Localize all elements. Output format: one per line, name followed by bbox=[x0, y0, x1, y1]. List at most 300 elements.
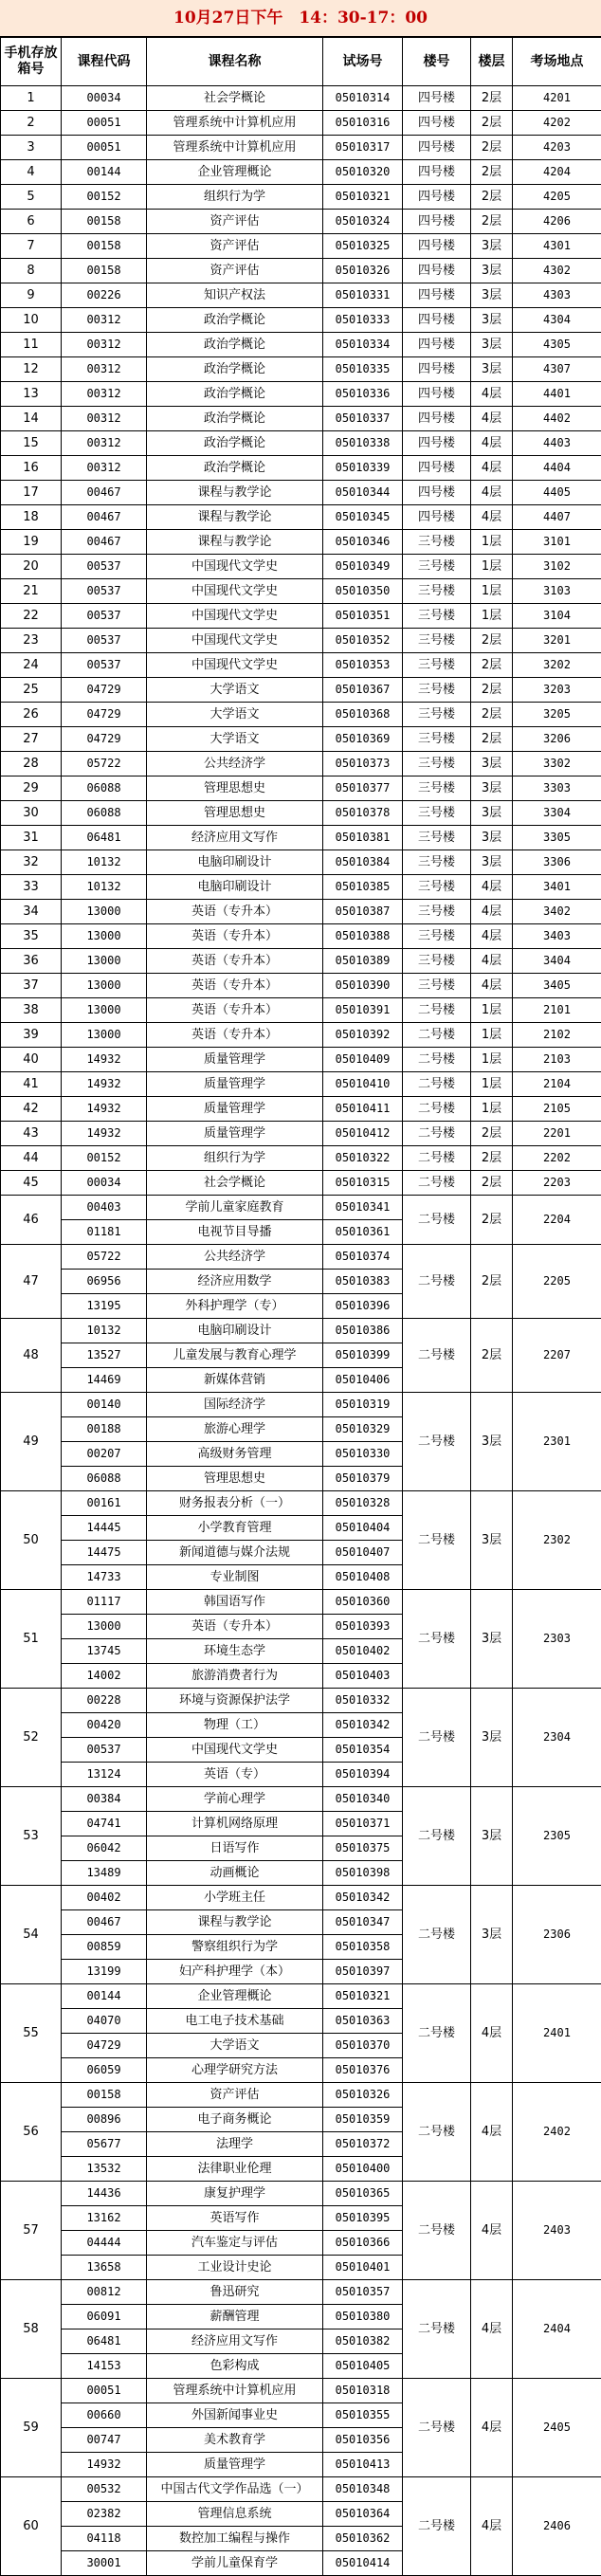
floor-cell: 3层 bbox=[471, 826, 513, 850]
location-cell: 3302 bbox=[513, 752, 601, 776]
course-code-cell: 06088 bbox=[62, 801, 147, 826]
floor-cell: 4层 bbox=[471, 456, 513, 481]
course-name-cell: 汽车鉴定与评估 bbox=[147, 2231, 323, 2256]
floor-cell: 4层 bbox=[471, 924, 513, 949]
course-name-cell: 中国现代文学史 bbox=[147, 555, 323, 579]
location-cell: 2104 bbox=[513, 1072, 601, 1097]
box-number-cell: 23 bbox=[1, 629, 62, 653]
floor-cell: 3层 bbox=[471, 1787, 513, 1886]
room-number-cell: 05010344 bbox=[323, 481, 403, 505]
room-number-cell: 05010367 bbox=[323, 678, 403, 703]
box-number-cell: 20 bbox=[1, 555, 62, 579]
location-cell: 2301 bbox=[513, 1393, 601, 1491]
table-row bbox=[1, 308, 601, 333]
box-number-cell: 48 bbox=[1, 1319, 62, 1393]
floor-cell: 1层 bbox=[471, 1097, 513, 1122]
room-number-cell: 05010400 bbox=[323, 2157, 403, 2182]
course-code-cell: 04729 bbox=[62, 727, 147, 752]
box-number-cell: 12 bbox=[1, 357, 62, 382]
box-number-cell: 38 bbox=[1, 998, 62, 1023]
building-cell: 二号楼 bbox=[403, 1491, 471, 1590]
table-row bbox=[1, 1886, 601, 1910]
course-code-cell: 13000 bbox=[62, 998, 147, 1023]
table-row bbox=[1, 850, 601, 875]
building-cell: 三号楼 bbox=[403, 629, 471, 653]
course-name-cell: 政治学概论 bbox=[147, 431, 323, 456]
room-number-cell: 05010385 bbox=[323, 875, 403, 900]
course-code-cell: 00312 bbox=[62, 308, 147, 333]
building-cell: 三号楼 bbox=[403, 555, 471, 579]
course-name-cell: 儿童发展与教育心理学 bbox=[147, 1343, 323, 1368]
course-name-cell: 英语（专升本） bbox=[147, 924, 323, 949]
course-code-cell: 06956 bbox=[62, 1270, 147, 1294]
course-code-cell: 00207 bbox=[62, 1442, 147, 1467]
table-row bbox=[1, 185, 601, 210]
location-cell: 3101 bbox=[513, 530, 601, 555]
table-row bbox=[1, 234, 601, 259]
box-number-cell: 35 bbox=[1, 924, 62, 949]
table-row bbox=[1, 431, 601, 456]
course-name-cell: 公共经济学 bbox=[147, 1245, 323, 1270]
location-cell: 2101 bbox=[513, 998, 601, 1023]
course-code-cell: 00896 bbox=[62, 2108, 147, 2132]
building-cell: 三号楼 bbox=[403, 727, 471, 752]
course-code-cell: 10132 bbox=[62, 875, 147, 900]
course-code-cell: 00144 bbox=[62, 160, 147, 185]
course-code-cell: 14445 bbox=[62, 1516, 147, 1541]
floor-cell: 3层 bbox=[471, 1689, 513, 1787]
room-number-cell: 05010384 bbox=[323, 850, 403, 875]
floor-cell: 2层 bbox=[471, 1245, 513, 1319]
room-number-cell: 05010359 bbox=[323, 2108, 403, 2132]
room-number-cell: 05010398 bbox=[323, 1861, 403, 1886]
building-cell: 二号楼 bbox=[403, 1023, 471, 1048]
course-name-cell: 资产评估 bbox=[147, 210, 323, 234]
table-row bbox=[1, 776, 601, 801]
room-number-cell: 05010392 bbox=[323, 1023, 403, 1048]
table-row bbox=[1, 678, 601, 703]
floor-cell: 2层 bbox=[471, 1319, 513, 1393]
location-cell: 4301 bbox=[513, 234, 601, 259]
course-name-cell: 经济应用文写作 bbox=[147, 2329, 323, 2354]
building-cell: 三号楼 bbox=[403, 604, 471, 629]
table-row bbox=[1, 1590, 601, 1615]
course-name-cell: 财务报表分析（一） bbox=[147, 1491, 323, 1516]
course-name-cell: 大学语文 bbox=[147, 727, 323, 752]
floor-cell: 3层 bbox=[471, 1590, 513, 1689]
building-cell: 三号楼 bbox=[403, 678, 471, 703]
location-cell: 2404 bbox=[513, 2280, 601, 2379]
course-name-cell: 工业设计史论 bbox=[147, 2256, 323, 2280]
room-number-cell: 05010370 bbox=[323, 2034, 403, 2058]
location-cell: 4203 bbox=[513, 136, 601, 160]
course-code-cell: 00188 bbox=[62, 1417, 147, 1442]
building-cell: 二号楼 bbox=[403, 2182, 471, 2280]
floor-cell: 3层 bbox=[471, 333, 513, 357]
course-code-cell: 13124 bbox=[62, 1763, 147, 1787]
box-number-cell: 5 bbox=[1, 185, 62, 210]
building-cell: 三号楼 bbox=[403, 801, 471, 826]
course-code-cell: 13000 bbox=[62, 900, 147, 924]
room-number-cell: 05010353 bbox=[323, 653, 403, 678]
location-cell: 3403 bbox=[513, 924, 601, 949]
course-code-cell: 00312 bbox=[62, 333, 147, 357]
course-name-cell: 韩国语写作 bbox=[147, 1590, 323, 1615]
table-row bbox=[1, 1097, 601, 1122]
building-cell: 四号楼 bbox=[403, 505, 471, 530]
room-number-cell: 05010404 bbox=[323, 1516, 403, 1541]
box-number-cell: 32 bbox=[1, 850, 62, 875]
box-number-cell: 3 bbox=[1, 136, 62, 160]
course-code-cell: 00537 bbox=[62, 579, 147, 604]
course-name-cell: 课程与教学论 bbox=[147, 1910, 323, 1935]
building-cell: 三号楼 bbox=[403, 752, 471, 776]
course-code-cell: 00228 bbox=[62, 1689, 147, 1713]
room-number-cell: 05010332 bbox=[323, 1689, 403, 1713]
sheet-title: 10月27日下午 14：30-17：00 bbox=[0, 0, 601, 37]
course-code-cell: 00158 bbox=[62, 234, 147, 259]
table-row bbox=[1, 1171, 601, 1196]
location-cell: 4402 bbox=[513, 407, 601, 431]
room-number-cell: 05010408 bbox=[323, 1565, 403, 1590]
location-cell: 2102 bbox=[513, 1023, 601, 1048]
box-number-cell: 54 bbox=[1, 1886, 62, 1984]
table-row bbox=[1, 703, 601, 727]
floor-cell: 4层 bbox=[471, 2083, 513, 2182]
box-number-cell: 28 bbox=[1, 752, 62, 776]
room-number-cell: 05010346 bbox=[323, 530, 403, 555]
course-name-cell: 环境生态学 bbox=[147, 1639, 323, 1664]
location-cell: 4401 bbox=[513, 382, 601, 407]
room-number-cell: 05010377 bbox=[323, 776, 403, 801]
table-row bbox=[1, 1023, 601, 1048]
box-number-cell: 33 bbox=[1, 875, 62, 900]
room-number-cell: 05010345 bbox=[323, 505, 403, 530]
course-code-cell: 00467 bbox=[62, 481, 147, 505]
location-cell: 2305 bbox=[513, 1787, 601, 1886]
floor-cell: 3层 bbox=[471, 850, 513, 875]
building-cell: 二号楼 bbox=[403, 998, 471, 1023]
room-number-cell: 05010314 bbox=[323, 86, 403, 111]
location-cell: 2405 bbox=[513, 2379, 601, 2477]
location-cell: 4304 bbox=[513, 308, 601, 333]
course-name-cell: 资产评估 bbox=[147, 259, 323, 283]
floor-cell: 1层 bbox=[471, 604, 513, 629]
course-code-cell: 00312 bbox=[62, 407, 147, 431]
course-code-cell: 00051 bbox=[62, 2379, 147, 2403]
floor-cell: 2层 bbox=[471, 160, 513, 185]
location-cell: 2401 bbox=[513, 1984, 601, 2083]
building-cell: 二号楼 bbox=[403, 1196, 471, 1245]
table-row bbox=[1, 259, 601, 283]
floor-cell: 2层 bbox=[471, 727, 513, 752]
room-number-cell: 05010360 bbox=[323, 1590, 403, 1615]
building-cell: 三号楼 bbox=[403, 530, 471, 555]
course-code-cell: 14932 bbox=[62, 1122, 147, 1146]
room-number-cell: 05010364 bbox=[323, 2502, 403, 2527]
location-cell: 3404 bbox=[513, 949, 601, 974]
box-number-cell: 21 bbox=[1, 579, 62, 604]
room-number-cell: 05010395 bbox=[323, 2206, 403, 2231]
course-name-cell: 经济应用数学 bbox=[147, 1270, 323, 1294]
box-number-cell: 17 bbox=[1, 481, 62, 505]
course-code-cell: 00537 bbox=[62, 555, 147, 579]
room-number-cell: 05010362 bbox=[323, 2527, 403, 2551]
course-code-cell: 00312 bbox=[62, 431, 147, 456]
box-number-cell: 52 bbox=[1, 1689, 62, 1787]
table-row bbox=[1, 826, 601, 850]
building-cell: 四号楼 bbox=[403, 308, 471, 333]
course-name-cell: 管理思想史 bbox=[147, 776, 323, 801]
building-cell: 四号楼 bbox=[403, 283, 471, 308]
course-name-cell: 物理（工） bbox=[147, 1713, 323, 1738]
box-number-cell: 53 bbox=[1, 1787, 62, 1886]
box-number-cell: 43 bbox=[1, 1122, 62, 1146]
room-number-cell: 05010378 bbox=[323, 801, 403, 826]
room-number-cell: 05010322 bbox=[323, 1146, 403, 1171]
floor-cell: 4层 bbox=[471, 1984, 513, 2083]
room-number-cell: 05010390 bbox=[323, 974, 403, 998]
course-name-cell: 社会学概论 bbox=[147, 86, 323, 111]
course-name-cell: 大学语文 bbox=[147, 678, 323, 703]
course-code-cell: 06059 bbox=[62, 2058, 147, 2083]
location-cell: 3201 bbox=[513, 629, 601, 653]
floor-cell: 1层 bbox=[471, 555, 513, 579]
course-code-cell: 00384 bbox=[62, 1787, 147, 1812]
floor-cell: 4层 bbox=[471, 875, 513, 900]
table-row bbox=[1, 653, 601, 678]
room-number-cell: 05010330 bbox=[323, 1442, 403, 1467]
header-floor: 楼层 bbox=[471, 38, 513, 86]
floor-cell: 2层 bbox=[471, 136, 513, 160]
box-number-cell: 41 bbox=[1, 1072, 62, 1097]
course-name-cell: 质量管理学 bbox=[147, 2453, 323, 2477]
course-code-cell: 13000 bbox=[62, 949, 147, 974]
course-name-cell: 质量管理学 bbox=[147, 1122, 323, 1146]
room-number-cell: 05010347 bbox=[323, 1910, 403, 1935]
location-cell: 4407 bbox=[513, 505, 601, 530]
course-name-cell: 中国现代文学史 bbox=[147, 604, 323, 629]
location-cell: 4202 bbox=[513, 111, 601, 136]
room-number-cell: 05010355 bbox=[323, 2403, 403, 2428]
floor-cell: 3层 bbox=[471, 283, 513, 308]
box-number-cell: 29 bbox=[1, 776, 62, 801]
course-code-cell: 00537 bbox=[62, 629, 147, 653]
building-cell: 二号楼 bbox=[403, 1122, 471, 1146]
table-row bbox=[1, 136, 601, 160]
building-cell: 三号楼 bbox=[403, 974, 471, 998]
course-name-cell: 环境与资源保护法学 bbox=[147, 1689, 323, 1713]
location-cell: 2303 bbox=[513, 1590, 601, 1689]
course-code-cell: 00226 bbox=[62, 283, 147, 308]
course-name-cell: 企业管理概论 bbox=[147, 1984, 323, 2009]
box-number-cell: 59 bbox=[1, 2379, 62, 2477]
course-code-cell: 00812 bbox=[62, 2280, 147, 2305]
location-cell: 4303 bbox=[513, 283, 601, 308]
box-number-cell: 2 bbox=[1, 111, 62, 136]
course-code-cell: 10132 bbox=[62, 850, 147, 875]
room-number-cell: 05010357 bbox=[323, 2280, 403, 2305]
location-cell: 2105 bbox=[513, 1097, 601, 1122]
table-row bbox=[1, 481, 601, 505]
course-name-cell: 资产评估 bbox=[147, 2083, 323, 2108]
course-name-cell: 企业管理概论 bbox=[147, 160, 323, 185]
table-row bbox=[1, 604, 601, 629]
course-name-cell: 电脑印刷设计 bbox=[147, 850, 323, 875]
room-number-cell: 05010337 bbox=[323, 407, 403, 431]
course-code-cell: 30001 bbox=[62, 2551, 147, 2576]
course-code-cell: 13527 bbox=[62, 1343, 147, 1368]
course-name-cell: 计算机网络原理 bbox=[147, 1812, 323, 1836]
building-cell: 二号楼 bbox=[403, 1245, 471, 1319]
floor-cell: 3层 bbox=[471, 1886, 513, 1984]
box-number-cell: 36 bbox=[1, 949, 62, 974]
location-cell: 4403 bbox=[513, 431, 601, 456]
course-code-cell: 00144 bbox=[62, 1984, 147, 2009]
building-cell: 四号楼 bbox=[403, 456, 471, 481]
building-cell: 二号楼 bbox=[403, 1319, 471, 1393]
room-number-cell: 05010376 bbox=[323, 2058, 403, 2083]
course-name-cell: 电子商务概论 bbox=[147, 2108, 323, 2132]
table-row bbox=[1, 1196, 601, 1220]
table-row bbox=[1, 530, 601, 555]
room-number-cell: 05010317 bbox=[323, 136, 403, 160]
course-name-cell: 法律职业伦理 bbox=[147, 2157, 323, 2182]
course-name-cell: 英语（专升本） bbox=[147, 900, 323, 924]
room-number-cell: 05010410 bbox=[323, 1072, 403, 1097]
course-name-cell: 组织行为学 bbox=[147, 1146, 323, 1171]
box-number-cell: 16 bbox=[1, 456, 62, 481]
building-cell: 三号楼 bbox=[403, 924, 471, 949]
table-body bbox=[1, 86, 601, 2576]
room-number-cell: 05010405 bbox=[323, 2354, 403, 2379]
course-code-cell: 14475 bbox=[62, 1541, 147, 1565]
room-number-cell: 05010382 bbox=[323, 2329, 403, 2354]
room-number-cell: 05010326 bbox=[323, 2083, 403, 2108]
floor-cell: 2层 bbox=[471, 629, 513, 653]
course-name-cell: 社会学概论 bbox=[147, 1171, 323, 1196]
location-cell: 2205 bbox=[513, 1245, 601, 1319]
room-number-cell: 05010333 bbox=[323, 308, 403, 333]
floor-cell: 1层 bbox=[471, 998, 513, 1023]
room-number-cell: 05010406 bbox=[323, 1368, 403, 1393]
course-code-cell: 00467 bbox=[62, 505, 147, 530]
course-name-cell: 警察组织行为学 bbox=[147, 1935, 323, 1960]
course-code-cell: 13532 bbox=[62, 2157, 147, 2182]
room-number-cell: 05010371 bbox=[323, 1812, 403, 1836]
room-number-cell: 05010411 bbox=[323, 1097, 403, 1122]
building-cell: 四号楼 bbox=[403, 481, 471, 505]
box-number-cell: 42 bbox=[1, 1097, 62, 1122]
building-cell: 三号楼 bbox=[403, 875, 471, 900]
room-number-cell: 05010328 bbox=[323, 1491, 403, 1516]
course-code-cell: 00051 bbox=[62, 136, 147, 160]
location-cell: 2103 bbox=[513, 1048, 601, 1072]
building-cell: 四号楼 bbox=[403, 136, 471, 160]
course-name-cell: 新闻道德与媒介法规 bbox=[147, 1541, 323, 1565]
course-code-cell: 00537 bbox=[62, 653, 147, 678]
course-code-cell: 04118 bbox=[62, 2527, 147, 2551]
location-cell: 4405 bbox=[513, 481, 601, 505]
floor-cell: 4层 bbox=[471, 431, 513, 456]
course-code-cell: 00532 bbox=[62, 2477, 147, 2502]
room-number-cell: 05010354 bbox=[323, 1738, 403, 1763]
table-row bbox=[1, 1491, 601, 1516]
course-code-cell: 00420 bbox=[62, 1713, 147, 1738]
room-number-cell: 05010391 bbox=[323, 998, 403, 1023]
building-cell: 四号楼 bbox=[403, 86, 471, 111]
building-cell: 二号楼 bbox=[403, 1984, 471, 2083]
course-code-cell: 06088 bbox=[62, 1467, 147, 1491]
location-cell: 3206 bbox=[513, 727, 601, 752]
room-number-cell: 05010321 bbox=[323, 1984, 403, 2009]
location-cell: 3306 bbox=[513, 850, 601, 875]
location-cell: 3202 bbox=[513, 653, 601, 678]
course-code-cell: 00152 bbox=[62, 185, 147, 210]
course-name-cell: 质量管理学 bbox=[147, 1097, 323, 1122]
room-number-cell: 05010374 bbox=[323, 1245, 403, 1270]
table-row bbox=[1, 900, 601, 924]
box-number-cell: 15 bbox=[1, 431, 62, 456]
building-cell: 二号楼 bbox=[403, 2477, 471, 2576]
room-number-cell: 05010388 bbox=[323, 924, 403, 949]
building-cell: 二号楼 bbox=[403, 1787, 471, 1886]
course-code-cell: 00467 bbox=[62, 530, 147, 555]
table-row bbox=[1, 407, 601, 431]
table-row bbox=[1, 2477, 601, 2502]
course-name-cell: 英语写作 bbox=[147, 2206, 323, 2231]
box-number-cell: 39 bbox=[1, 1023, 62, 1048]
course-name-cell: 日语写作 bbox=[147, 1836, 323, 1861]
box-number-cell: 1 bbox=[1, 86, 62, 111]
floor-cell: 2层 bbox=[471, 111, 513, 136]
course-code-cell: 06088 bbox=[62, 776, 147, 801]
room-number-cell: 05010335 bbox=[323, 357, 403, 382]
course-name-cell: 课程与教学论 bbox=[147, 530, 323, 555]
room-number-cell: 05010365 bbox=[323, 2182, 403, 2206]
room-number-cell: 05010351 bbox=[323, 604, 403, 629]
building-cell: 二号楼 bbox=[403, 1689, 471, 1787]
table-row bbox=[1, 505, 601, 530]
building-cell: 四号楼 bbox=[403, 431, 471, 456]
box-number-cell: 4 bbox=[1, 160, 62, 185]
course-name-cell: 政治学概论 bbox=[147, 333, 323, 357]
box-number-cell: 22 bbox=[1, 604, 62, 629]
room-number-cell: 05010412 bbox=[323, 1122, 403, 1146]
room-number-cell: 05010341 bbox=[323, 1196, 403, 1220]
room-number-cell: 05010401 bbox=[323, 2256, 403, 2280]
course-name-cell: 经济应用文写作 bbox=[147, 826, 323, 850]
room-number-cell: 05010316 bbox=[323, 111, 403, 136]
course-code-cell: 06042 bbox=[62, 1836, 147, 1861]
box-number-cell: 56 bbox=[1, 2083, 62, 2182]
box-number-cell: 51 bbox=[1, 1590, 62, 1689]
room-number-cell: 05010361 bbox=[323, 1220, 403, 1245]
table-row bbox=[1, 555, 601, 579]
floor-cell: 4层 bbox=[471, 949, 513, 974]
room-number-cell: 05010348 bbox=[323, 2477, 403, 2502]
course-code-cell: 00537 bbox=[62, 1738, 147, 1763]
floor-cell: 4层 bbox=[471, 407, 513, 431]
course-code-cell: 04729 bbox=[62, 678, 147, 703]
floor-cell: 4层 bbox=[471, 505, 513, 530]
course-name-cell: 英语（专升本） bbox=[147, 1615, 323, 1639]
course-code-cell: 13000 bbox=[62, 1615, 147, 1639]
floor-cell: 3层 bbox=[471, 259, 513, 283]
course-name-cell: 数控加工编程与操作 bbox=[147, 2527, 323, 2551]
table-row bbox=[1, 210, 601, 234]
course-code-cell: 00859 bbox=[62, 1935, 147, 1960]
